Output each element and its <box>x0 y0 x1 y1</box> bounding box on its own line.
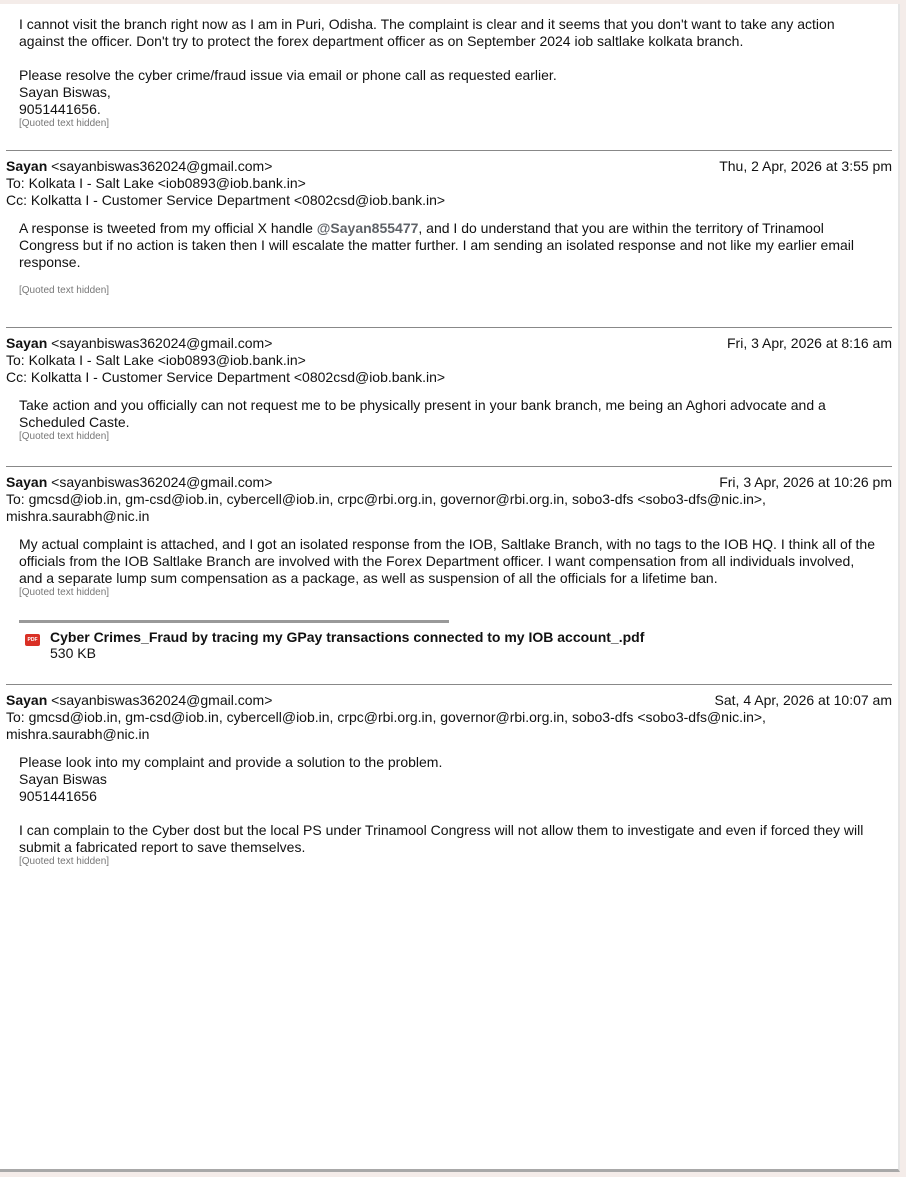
sender[interactable] <box>6 335 272 352</box>
previous-message-tail <box>19 16 879 130</box>
sender-name: Sayan <box>6 474 48 490</box>
to-line: To: gmcsd@iob.in, gm-csd@iob.in, cybercell@iob.in, crpc@rbi.org.in, governor@rbi.org.in, sobo3-dfs <sobo3-dfs@nic.in>, mishra.saurabh@nic.in <box>6 709 766 742</box>
body-text: My actual complaint is attached, and I got an isolated response from the IOB, Saltlake Branch, with no tags to the IOB HQ. I think all of the officials from the IOB Saltlake Branch are involved with the Forex Department officer. I want compensation from all individuals involved, and a separate lump sum compensation as a package, as well as suspension of all the officials for a lifetime ban. <box>19 536 876 586</box>
email-thread-page <box>0 4 900 1172</box>
message-paragraph: I cannot visit the branch right now as I am in Puri, Odisha. The complaint is clear and it seems that you don't want to take any action against the officer. Don't try to protect the forex department officer as on September 2024 iob saltlake kolkata branch. <box>19 16 835 49</box>
body-text: Take action and you officially can not request me to be physically present in your bank branch, me being an Aghori advocate and a Scheduled Caste. <box>19 397 826 430</box>
message-date: Sat, 4 Apr, 2026 at 10:07 am <box>714 692 892 708</box>
attachment-divider <box>19 620 449 623</box>
message-4 <box>6 692 892 868</box>
message-divider <box>6 150 892 151</box>
attachment-name[interactable]: Cyber Crimes_Fraud by tracing my GPay transactions connected to my IOB account_.pdf <box>50 629 645 645</box>
message-divider <box>6 327 892 328</box>
cc-line: Cc: Kolkatta I - Customer Service Department <0802csd@iob.bank.in> <box>6 369 446 385</box>
message-2 <box>6 335 892 443</box>
sender[interactable] <box>6 692 272 709</box>
message-divider <box>6 466 892 467</box>
sender-name: Sayan <box>6 335 48 351</box>
message-date: Fri, 3 Apr, 2026 at 10:26 pm <box>719 474 892 490</box>
to-line: To: gmcsd@iob.in, gm-csd@iob.in, cybercell@iob.in, crpc@rbi.org.in, governor@rbi.org.in, sobo3-dfs <sobo3-dfs@nic.in>, mishra.saurabh@nic.in <box>6 491 766 524</box>
cc-line: Cc: Kolkatta I - Customer Service Department <0802csd@iob.bank.in> <box>6 192 446 208</box>
sender-email: <sayanbiswas362024@gmail.com> <box>51 692 273 708</box>
x-handle-link[interactable]: @Sayan855477 <box>316 220 419 236</box>
message-date: Thu, 2 Apr, 2026 at 3:55 pm <box>719 158 892 174</box>
pdf-attachment[interactable] <box>25 629 644 661</box>
message-body <box>19 754 879 868</box>
to-line: To: Kolkata I - Salt Lake <iob0893@iob.bank.in> <box>6 352 306 368</box>
sender-email: <sayanbiswas362024@gmail.com> <box>51 335 273 351</box>
quoted-text-hidden-link[interactable]: [Quoted text hidden] <box>19 856 110 867</box>
sender-name: Sayan <box>6 692 48 708</box>
quoted-text-hidden-link[interactable]: [Quoted text hidden] <box>19 431 110 442</box>
signature-name: Sayan Biswas <box>19 771 107 787</box>
message-body <box>19 220 879 297</box>
message-divider <box>6 684 892 685</box>
sender-email: <sayanbiswas362024@gmail.com> <box>51 158 273 174</box>
message-line: Please resolve the cyber crime/fraud issue via email or phone call as requested earlier. <box>19 67 557 83</box>
sender[interactable] <box>6 474 272 491</box>
attachment-size: 530 KB <box>50 645 96 661</box>
sender-email: <sayanbiswas362024@gmail.com> <box>51 474 273 490</box>
sender[interactable] <box>6 158 272 175</box>
to-line: To: Kolkata I - Salt Lake <iob0893@iob.bank.in> <box>6 175 306 191</box>
quoted-text-hidden-link[interactable]: [Quoted text hidden] <box>19 285 110 296</box>
message-body <box>19 397 879 443</box>
body-text: I can complain to the Cyber dost but the local PS under Trinamool Congress will not allow them to investigate and even if forced they will submit a fabricated report to save themselves. <box>19 822 864 855</box>
signature-phone: 9051441656 <box>19 788 97 804</box>
pdf-icon: PDF <box>25 634 40 646</box>
quoted-text-hidden-link[interactable]: [Quoted text hidden] <box>19 118 110 129</box>
message-3 <box>6 474 892 599</box>
quoted-text-hidden-link[interactable]: [Quoted text hidden] <box>19 587 110 598</box>
body-text: , and I do understand that you are within the territory of Trinamool Congress but if no action is taken then I will escalate the matter further. I am sending an isolated response and not like my earlier email response. <box>19 220 854 270</box>
sender-name: Sayan <box>6 158 48 174</box>
signature-name: Sayan Biswas, <box>19 84 111 100</box>
message-date: Fri, 3 Apr, 2026 at 8:16 am <box>727 335 892 351</box>
signature-phone: 9051441656. <box>19 101 101 117</box>
message-1 <box>6 158 892 297</box>
message-body <box>19 536 879 599</box>
body-text: Please look into my complaint and provide a solution to the problem. <box>19 754 443 770</box>
body-text: A response is tweeted from my official X handle <box>19 220 317 236</box>
